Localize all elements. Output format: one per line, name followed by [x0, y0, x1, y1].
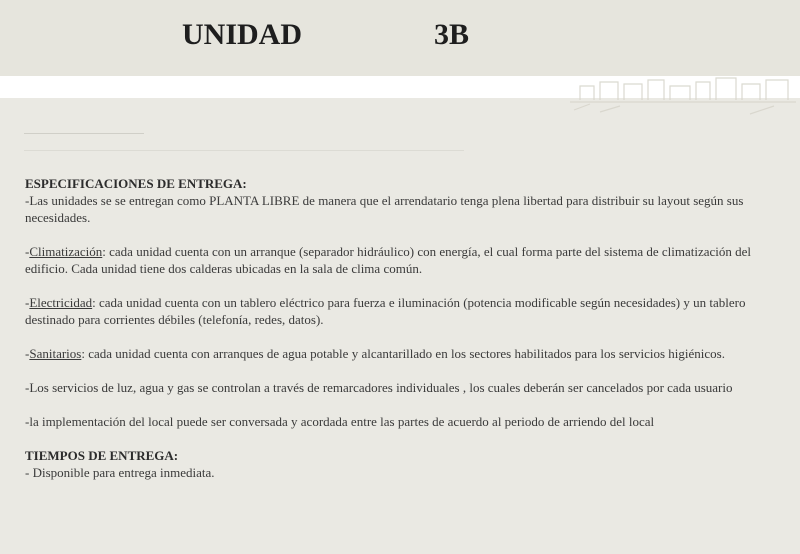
spec-item-text: : cada unidad cuenta con un tablero eléctrico para fuerza e iluminación (potencia modificable según necesidades) y un tablero destinado para corrientes débiles (telefonía, redes, datos).: [25, 295, 746, 327]
spec-item-prefix: -: [25, 244, 30, 259]
services-note: -Los servicios de luz, agua y gas se controlan a través de remarcadores individuales , los cuales deberán ser cancelados por cada usuario: [25, 380, 733, 395]
decorative-building-sketch: [560, 60, 800, 130]
spec-item-climatizacion: [25, 243, 775, 277]
spec-item-prefix: -: [25, 346, 30, 361]
faint-rule-1: [24, 133, 144, 134]
delivery-heading: TIEMPOS DE ENTREGA:: [25, 448, 179, 463]
unit-code: 3B: [434, 18, 470, 51]
implementation-note: -la implementación del local puede ser conversada y acordada entre las partes de acuerdo al periodo de arriendo del local: [25, 414, 655, 429]
spec-item-text: : cada unidad cuenta con un arranque (separador hidráulico) con energía, el cual forma parte del sistema de climatización del edificio. Cada unidad tiene dos calderas ubicadas en la sala de clima común.: [25, 244, 752, 276]
spec-item-electricidad: [25, 294, 775, 328]
delivery-text: - Disponible para entrega inmediata.: [25, 465, 215, 480]
specifications-content: [25, 175, 775, 498]
faint-rule-2: [24, 150, 464, 151]
spec-item-label: Climatización: [29, 244, 103, 259]
spec-item-sanitarios: [25, 345, 775, 362]
spec-item-text: : cada unidad cuenta con arranques de agua potable y alcantarillado en los sectores habilitados para los servicios higiénicos.: [81, 346, 725, 361]
spec-item-prefix: -: [25, 295, 30, 310]
specifications-heading: ESPECIFICACIONES DE ENTREGA:: [25, 176, 247, 191]
spec-item-label: Sanitarios: [29, 346, 82, 361]
spec-item-label: Electricidad: [29, 295, 93, 310]
specifications-intro: -Las unidades se se entregan como PLANTA LIBRE de manera que el arrendatario tenga plena libertad para distribuir su layout según sus necesidades.: [25, 193, 744, 225]
page-title: [0, 18, 800, 58]
title-word: UNIDAD: [182, 18, 302, 51]
